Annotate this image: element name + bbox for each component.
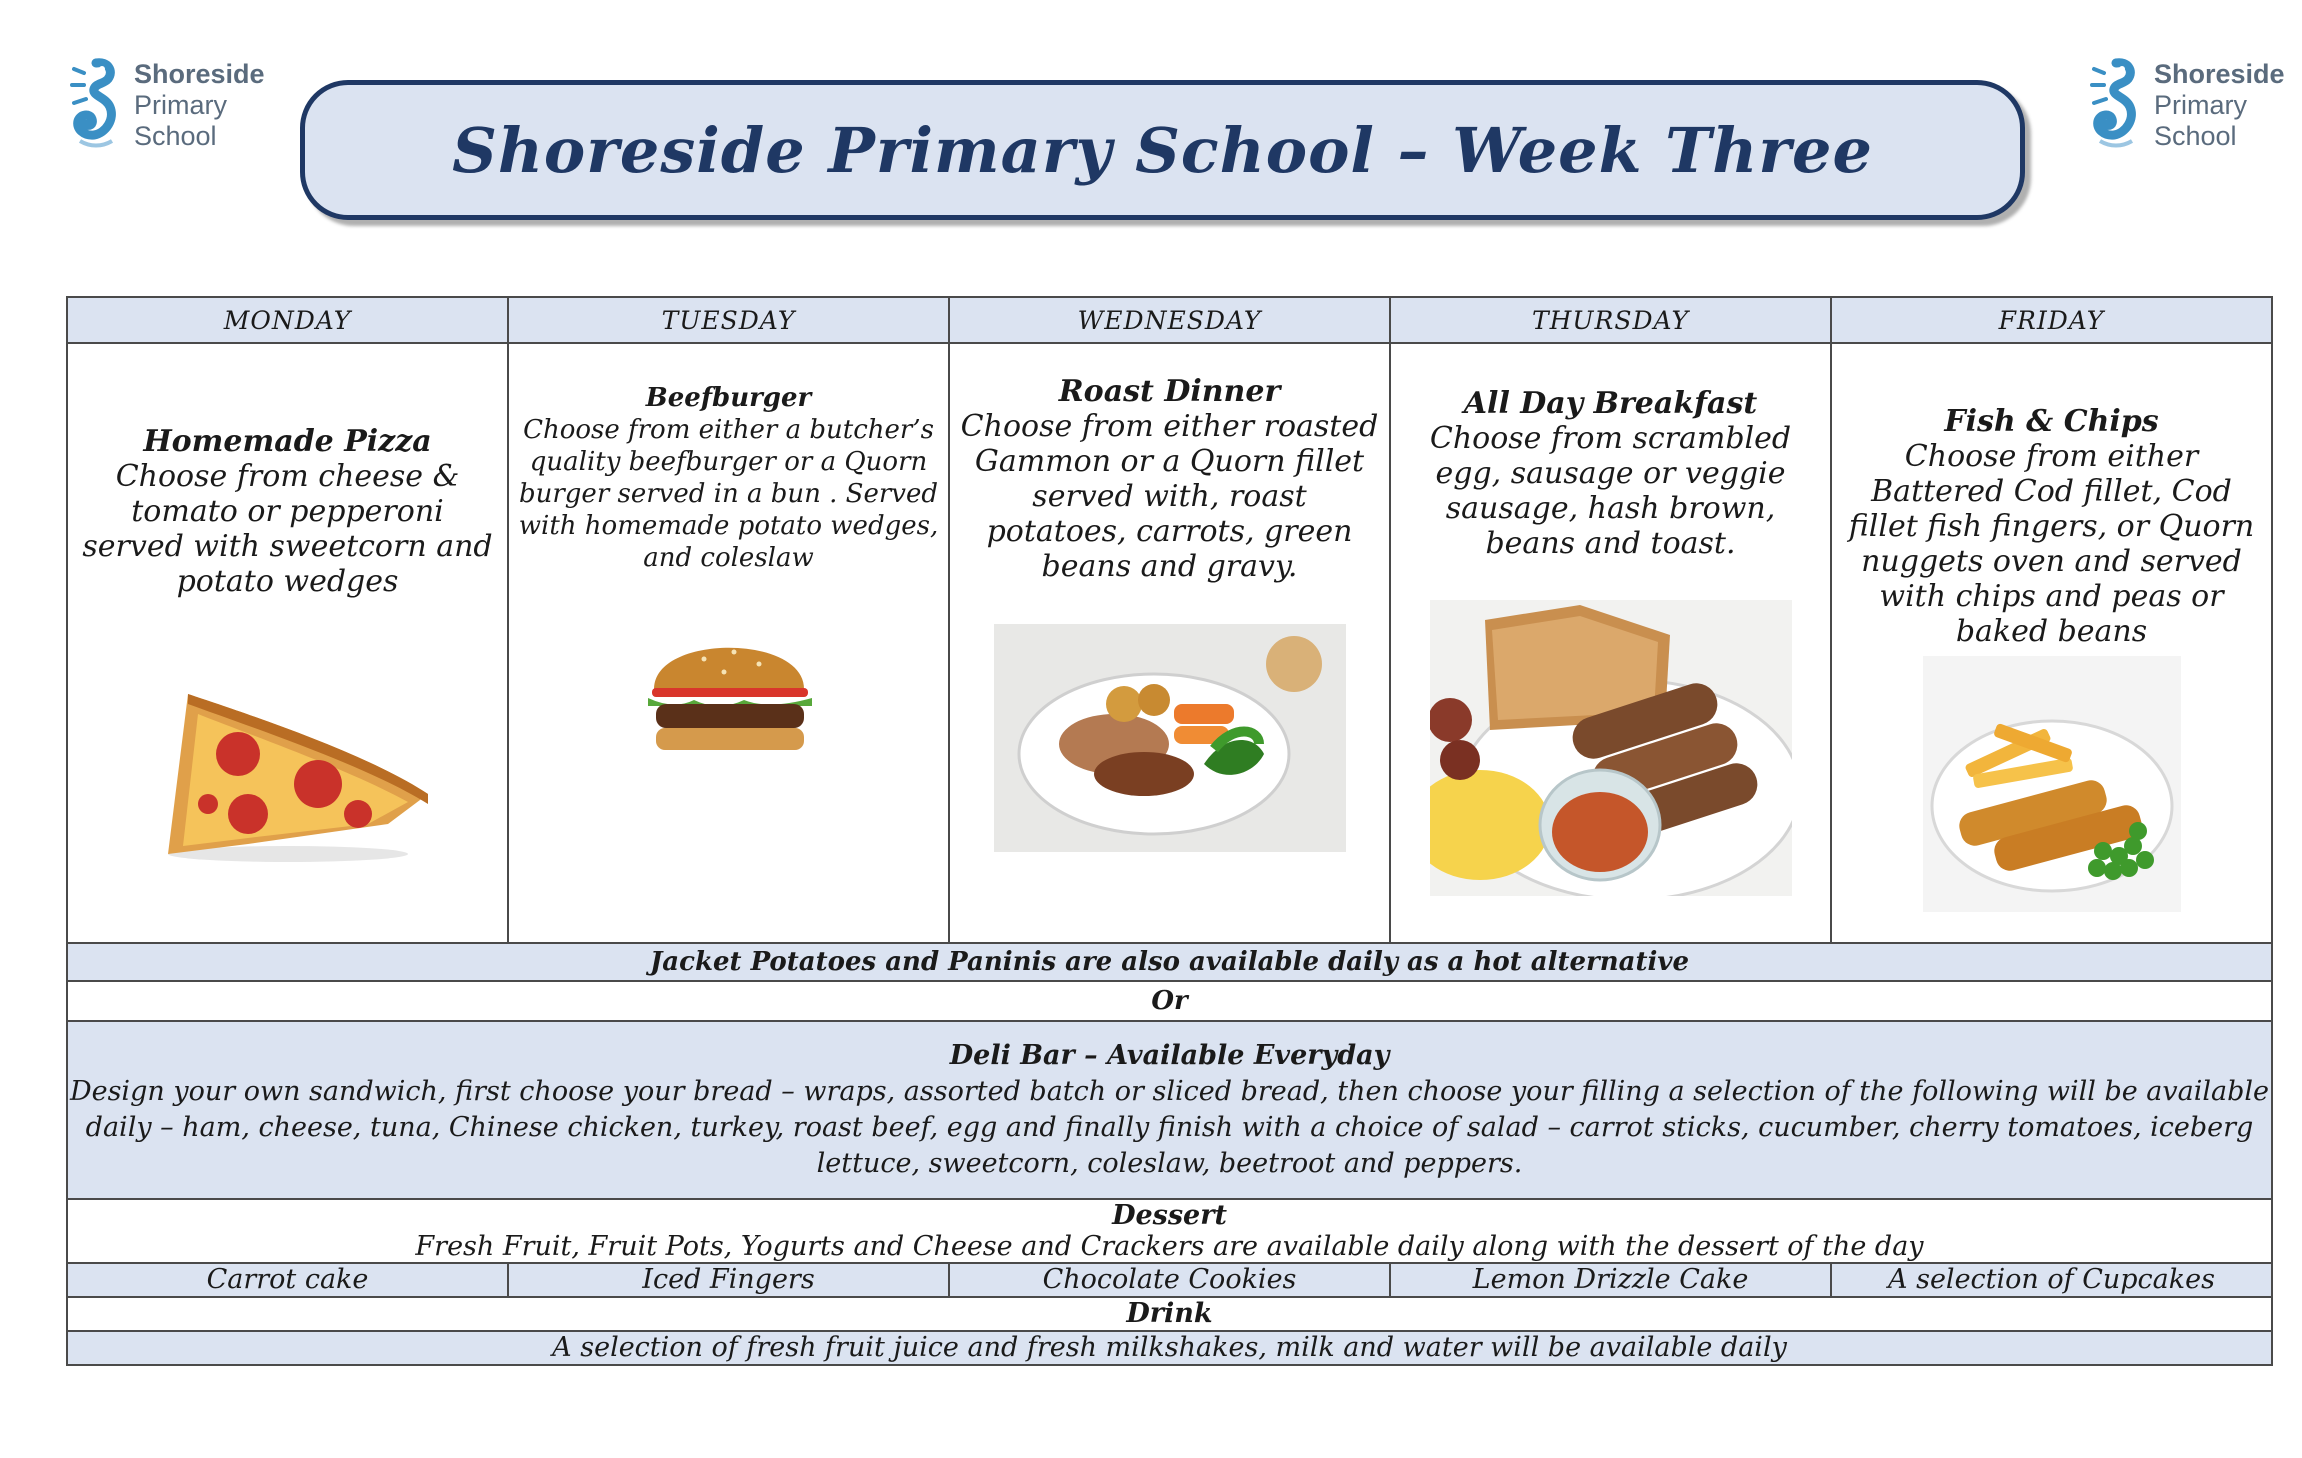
alternative-row <box>67 943 2272 981</box>
deli-row <box>67 1021 2272 1199</box>
dish-name: Homemade Pizza <box>143 424 432 459</box>
dish-row <box>67 343 2272 943</box>
logo-text-line3: School <box>134 120 217 151</box>
dessert-thursday: Lemon Drizzle Cake <box>1390 1263 1831 1297</box>
roast-dinner-plate-icon <box>994 624 1346 852</box>
deli-text: Design your own sandwich, first choose your bread – wraps, assorted batch or sliced bread, then choose your filling a selection of the following will be available daily – ham, cheese, tuna, Chinese chicken, turkey, roast beef, egg and finally finish with a choice of salad – carrot sticks, cucumber, cherry tomatoes, iceberg lettuce, sweetcorn, coleslaw, beetroot and peppers. <box>69 1076 2270 1179</box>
drink-heading: Drink <box>67 1297 2272 1331</box>
seahorse-icon <box>62 55 124 155</box>
day-cell-friday <box>1831 343 2272 943</box>
dish-description: Choose from cheese & tomato or pepperoni served with sweetcorn and potato wedges <box>82 459 493 599</box>
page-title: Shoreside Primary School – Week Three <box>452 113 1873 187</box>
logo-text-line3: School <box>2154 120 2237 151</box>
dish-description: Choose from scrambled egg, sausage or veggie sausage, hash brown, beans and toast. <box>1429 421 1792 561</box>
fish-and-chips-plate-icon <box>1923 656 2181 912</box>
or-row <box>67 981 2272 1021</box>
alternative-text: Jacket Potatoes and Paninis are also available daily as a hot alternative <box>67 943 2272 981</box>
school-logo-left <box>62 50 265 160</box>
day-cell-wednesday <box>949 343 1390 943</box>
school-logo-right <box>2082 50 2285 160</box>
day-cell-thursday <box>1390 343 1831 943</box>
dish-name: Beefburger <box>645 383 812 413</box>
day-header-row <box>67 297 2272 343</box>
logo-text-line2: Primary <box>2154 89 2247 120</box>
dessert-cell <box>67 1199 2272 1263</box>
dessert-monday: Carrot cake <box>67 1263 508 1297</box>
day-header-thursday: THURSDAY <box>1390 297 1831 343</box>
dessert-heading: Dessert <box>1112 1200 1227 1231</box>
dessert-wednesday: Chocolate Cookies <box>949 1263 1390 1297</box>
seahorse-icon <box>2082 55 2144 155</box>
dish-description: Choose from either roasted Gammon or a Quorn fillet served with, roast potatoes, carrots, green beans and gravy. <box>960 409 1379 584</box>
day-cell-monday <box>67 343 508 943</box>
logo-text-line1: Shoreside <box>134 58 265 89</box>
dish-name: All Day Breakfast <box>1463 386 1758 421</box>
dessert-text: Fresh Fruit, Fruit Pots, Yogurts and Cheese and Crackers are available daily along with the dessert of the day <box>415 1231 1924 1262</box>
dish-name: Fish & Chips <box>1944 404 2159 439</box>
day-header-tuesday: TUESDAY <box>508 297 949 343</box>
drink-heading-row <box>67 1297 2272 1331</box>
dessert-row <box>67 1199 2272 1263</box>
drink-text-row <box>67 1331 2272 1365</box>
dish-description: Choose from either Battered Cod fillet, Cod fillet fish fingers, or Quorn nuggets oven and served with chips and peas or baked beans <box>1848 439 2255 649</box>
dessert-tuesday: Iced Fingers <box>508 1263 949 1297</box>
dessert-friday: A selection of Cupcakes <box>1831 1263 2272 1297</box>
breakfast-plate-icon <box>1430 600 1792 896</box>
day-cell-tuesday <box>508 343 949 943</box>
logo-text-line1: Shoreside <box>2154 58 2285 89</box>
title-banner <box>300 80 2025 220</box>
deli-heading: Deli Bar – Available Everyday <box>949 1040 1390 1071</box>
dish-name: Roast Dinner <box>1058 374 1281 409</box>
dish-description: Choose from either a butcher’s quality beefburger or a Quorn burger served in a bun . Served with homemade potato wedges, and coleslaw <box>518 415 939 573</box>
logo-text-line2: Primary <box>134 89 227 120</box>
day-header-friday: FRIDAY <box>1831 297 2272 343</box>
burger-icon <box>634 614 824 764</box>
or-text: Or <box>67 981 2272 1021</box>
day-header-monday: MONDAY <box>67 297 508 343</box>
pizza-slice-icon <box>128 674 448 864</box>
deli-cell <box>67 1021 2272 1199</box>
drink-text: A selection of fresh fruit juice and fresh milkshakes, milk and water will be available daily <box>67 1331 2272 1365</box>
menu-table <box>66 296 2273 1366</box>
daily-dessert-row <box>67 1263 2272 1297</box>
day-header-wednesday: WEDNESDAY <box>949 297 1390 343</box>
